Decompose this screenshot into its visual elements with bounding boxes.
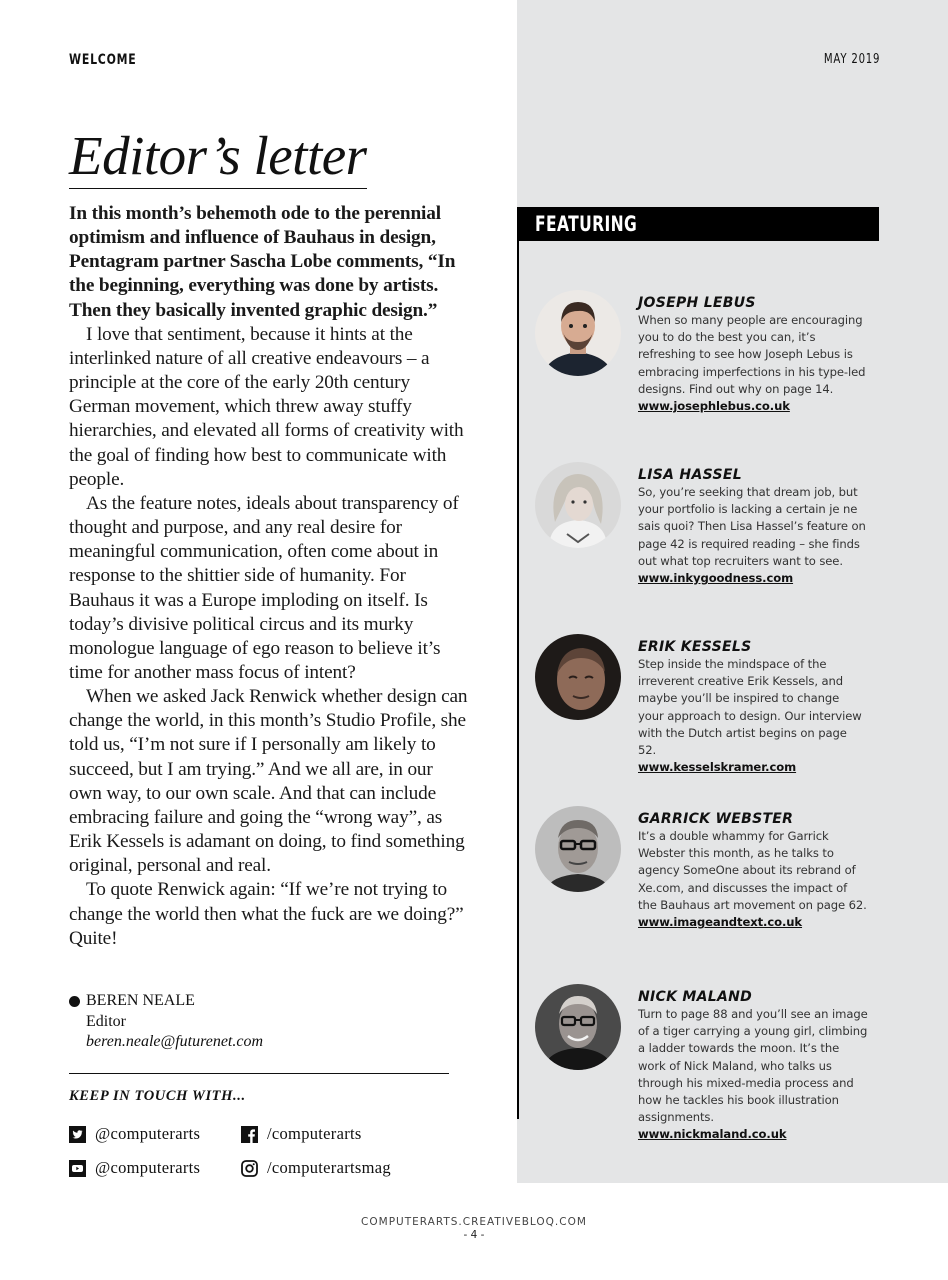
editor-email[interactable]: beren.neale@futurenet.com (86, 1033, 264, 1050)
twitter-link[interactable] (69, 1124, 200, 1144)
avatar (535, 634, 621, 720)
contributor-description: It’s a double whammy for Garrick Webster this month, as he talks to agency SomeOne about its rebrand of Xe.com, and discusses the impact of the Bauhaus art movement on page 62. (638, 829, 867, 912)
contributor-link[interactable]: www.kesselskramer.com (638, 760, 797, 775)
instagram-handle: /computerartsmag (267, 1158, 391, 1177)
facebook-link[interactable] (241, 1124, 362, 1144)
divider (69, 1073, 449, 1074)
contributor-link[interactable]: www.inkygoodness.com (638, 571, 794, 586)
contributor-description: So, you’re seeking that dream job, but your portfolio is lacking a certain je ne sais quoi? Then Lisa Hassel’s feature on page 42 is required reading – she finds out what top recruiters want to see. (638, 485, 866, 568)
youtube-link[interactable] (69, 1158, 200, 1178)
facebook-handle: /computerarts (267, 1124, 362, 1143)
editor-signature (69, 991, 263, 1053)
issue-date: MAY 2019 (823, 52, 880, 67)
youtube-handle: @computerarts (95, 1158, 201, 1177)
avatar (535, 984, 621, 1070)
twitter-icon (69, 1126, 86, 1143)
body-paragraph: When we asked Jack Renwick whether design can change the world, in this month’s Studio Profile, she told us, “I’m not sure if I personally am likely to succeed, but I am trying.” And we all are, in our own way, to our own scale. And that can include embracing failure and going the “wrong way”, as Erik Kessels is adamant on doing, to find something original, personal and real. (69, 686, 468, 877)
contributor-link[interactable]: www.imageandtext.co.uk (638, 915, 803, 930)
contributor-link[interactable]: www.nickmaland.co.uk (638, 1127, 787, 1142)
bullet-icon (69, 996, 80, 1007)
contributor-description: Turn to page 88 and you’ll see an image of a tiger carrying a young girl, climbing a ladder towards the moon. It’s the work of Nick Maland, who talks us through his mixed-media process and how he tackles his book illustration assignments. (638, 1007, 868, 1125)
avatar (535, 462, 621, 548)
body-paragraph: To quote Renwick again: “If we’re not trying to change the world then what the fuck are we doing?” Quite! (69, 879, 464, 949)
featuring-rule (517, 241, 519, 1119)
instagram-link[interactable] (241, 1158, 391, 1178)
lede-paragraph: In this month’s behemoth ode to the perennial optimism and influence of Bauhaus in design, Pentagram partner Sascha Lobe comments, “In the beginning, everything was done by artists. Then they basically invented graphic design.” (69, 203, 456, 321)
body-paragraph: I love that sentiment, because it hints at the interlinked nature of all creative endeavours – a principle at the core of the early 20th century German movement, which threw away stuffy hierarchies, and elevated all forms of creativity with the goal of finding how best to communicate with people. (69, 323, 464, 490)
contributor-link[interactable]: www.josephlebus.co.uk (638, 399, 790, 414)
contributor-name: JOSEPH LEBUS (638, 295, 756, 311)
facebook-icon (241, 1126, 258, 1143)
body-paragraph: As the feature notes, ideals about transparency of thought and purpose, and any real desire for meaningful communication, often come about in response to the shittier side of humanity. For Bauhaus it was a Europe imploding on itself. Is today’s divisive political circus and its murky monologue language of ego reason to believe it’s time for another mass focus of intent? (69, 492, 459, 683)
page-number: - 4 - (463, 1229, 485, 1241)
editor-role: Editor (86, 1012, 126, 1030)
page-title: Editor’s letter (69, 124, 367, 189)
keep-in-touch-heading: KEEP IN TOUCH WITH... (69, 1088, 246, 1104)
contributor-description: Step inside the mindspace of the irreverent creative Erik Kessels, and maybe you’ll be inspired to change your approach to design. Our interview with the Dutch artist begins on page 52. (638, 657, 862, 758)
featuring-header (517, 207, 879, 241)
editor-name: BEREN NEALE (86, 992, 195, 1009)
featuring-title: FEATURING (535, 212, 638, 236)
avatar (535, 290, 621, 376)
article-body (69, 202, 469, 951)
section-label: WELCOME (69, 52, 137, 68)
contributor-name: ERIK KESSELS (638, 639, 752, 655)
contributor-name: LISA HASSEL (638, 467, 742, 483)
contributor-name: NICK MALAND (638, 989, 753, 1005)
site-footer[interactable]: COMPUTERARTS.CREATIVEBLOQ.COM (361, 1216, 587, 1228)
youtube-icon (69, 1160, 86, 1177)
instagram-icon (241, 1160, 258, 1177)
contributor-description: When so many people are encouraging you to do the best you can, it’s refreshing to see how Joseph Lebus is embracing imperfections in his type-led designs. Find out why on page 14. (638, 313, 866, 396)
contributor-name: GARRICK WEBSTER (638, 811, 794, 827)
avatar (535, 806, 621, 892)
twitter-handle: @computerarts (95, 1124, 201, 1143)
